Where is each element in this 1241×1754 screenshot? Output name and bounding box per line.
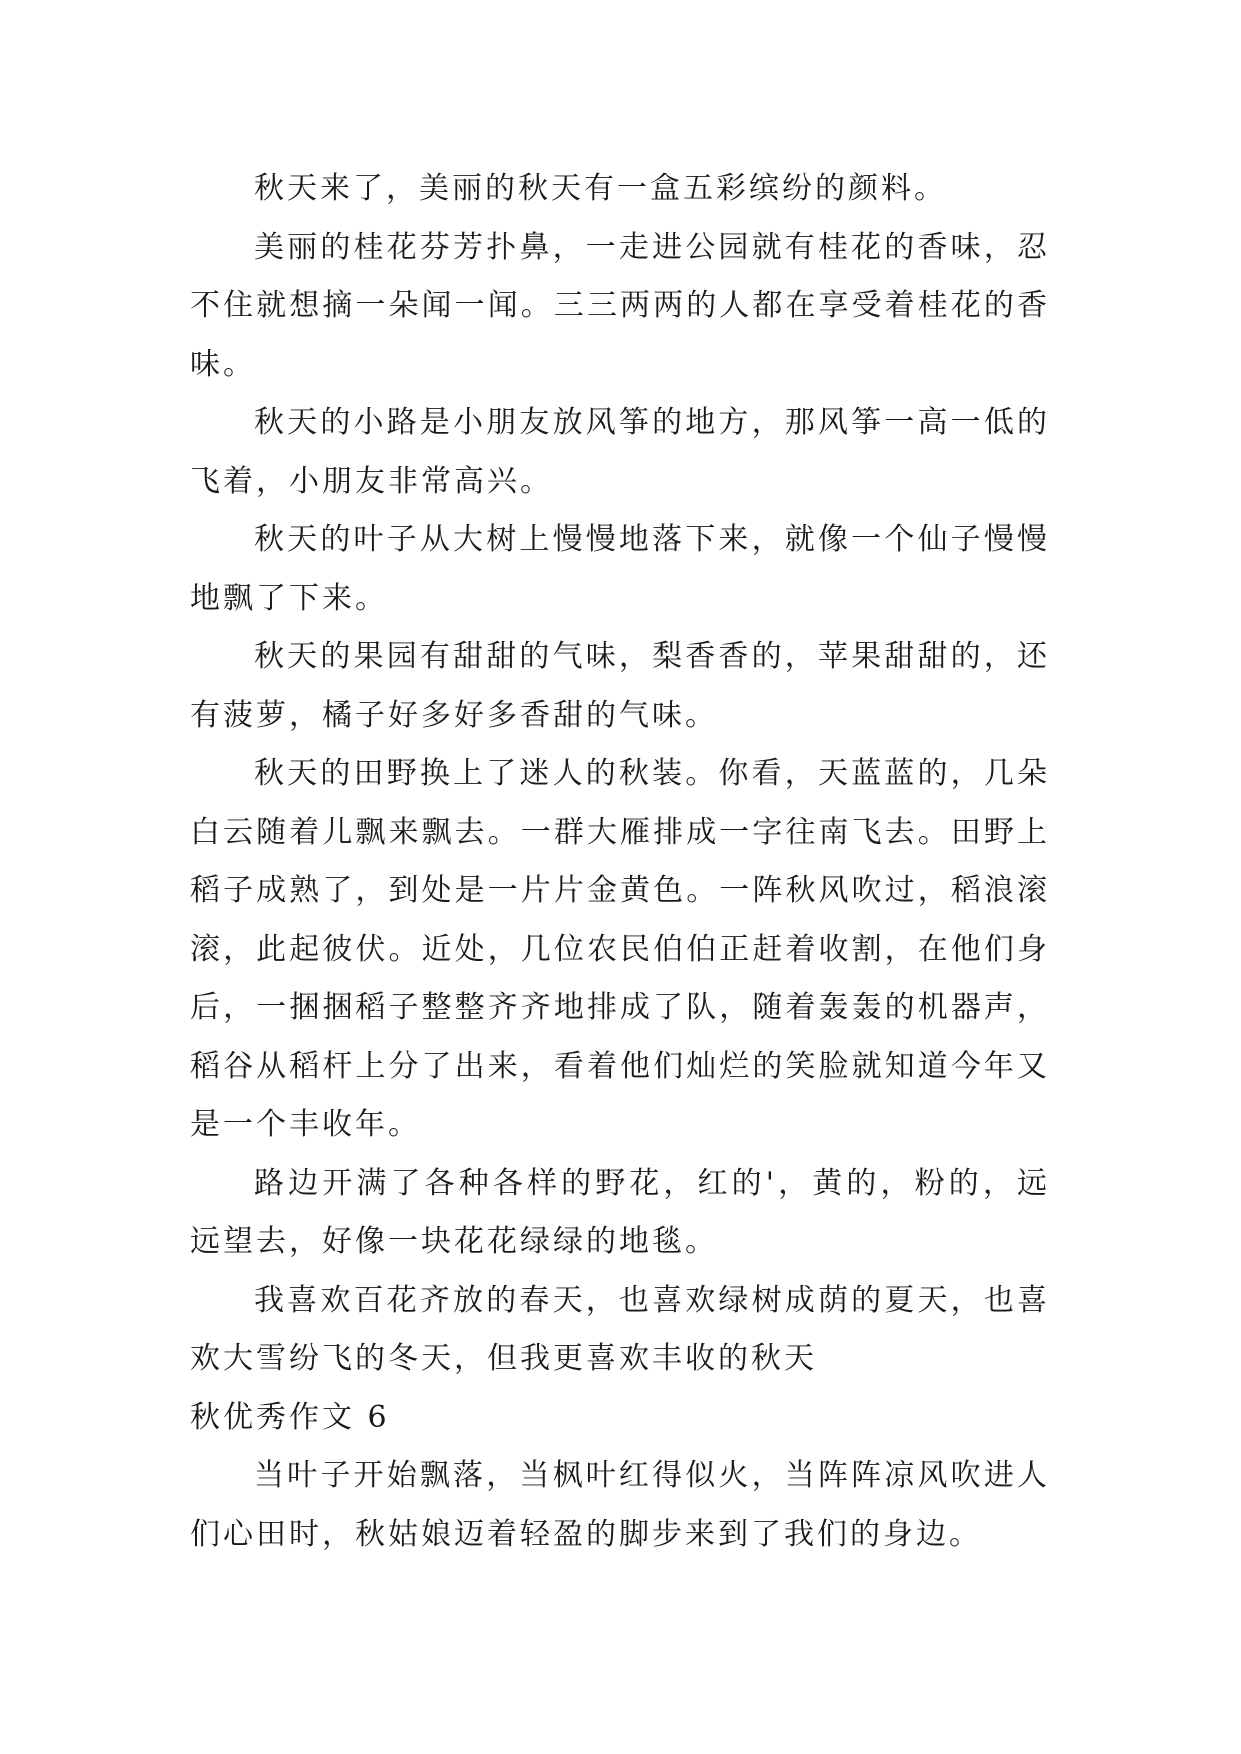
paragraph-fields: 秋天的田野换上了迷人的秋装。你看，天蓝蓝的，几朵白云随着儿飘来飘去。一群大雁排成一字往南飞去。田野上稻子成熟了，到处是一片片金黄色。一阵秋风吹过，稻浪滚滚，此起彼伏。近处，几位农民伯伯正赶着收割，在他们身后，一捆捆稻子整整齐齐地排成了队，随着轰轰的机器声，稻谷从稻杆上分了出来，看着他们灿烂的笑脸就知道今年又是一个丰收年。 — [190, 756, 1050, 1142]
paragraph-falling-leaves: 当叶子开始飘落，当枫叶红得似火，当阵阵凉风吹进人们心田时，秋姑娘迈着轻盈的脚步来到了我们的身边。 — [190, 1458, 1050, 1552]
paragraph-leaves: 秋天的叶子从大树上慢慢地落下来，就像一个仙子慢慢地飘了下来。 — [190, 522, 1050, 616]
paragraph-kites: 秋天的小路是小朋友放风筝的地方，那风筝一高一低的飞着，小朋友非常高兴。 — [190, 405, 1050, 499]
document-page — [190, 160, 1050, 1564]
paragraph-seasons: 我喜欢百花齐放的春天，也喜欢绿树成荫的夏天，也喜欢大雪纷飞的冬天，但我更喜欢丰收的秋天 — [190, 1282, 1050, 1376]
paragraph-autumn-intro: 秋天来了，美丽的秋天有一盒五彩缤纷的颜料。 — [254, 171, 947, 206]
paragraph-orchard: 秋天的果园有甜甜的气味，梨香香的，苹果甜甜的，还有菠萝，橘子好多好多香甜的气味。 — [190, 639, 1050, 733]
section-heading: 秋优秀作文 6 — [190, 1399, 390, 1435]
paragraph-osmanthus: 美丽的桂花芬芳扑鼻，一走进公园就有桂花的香味，忍不住就想摘一朵闻一闻。三三两两的人都在享受着桂花的香味。 — [190, 229, 1050, 382]
paragraph-wildflowers: 路边开满了各种各样的野花，红的'，黄的，粉的，远远望去，好像一块花花绿绿的地毯。 — [190, 1165, 1050, 1259]
